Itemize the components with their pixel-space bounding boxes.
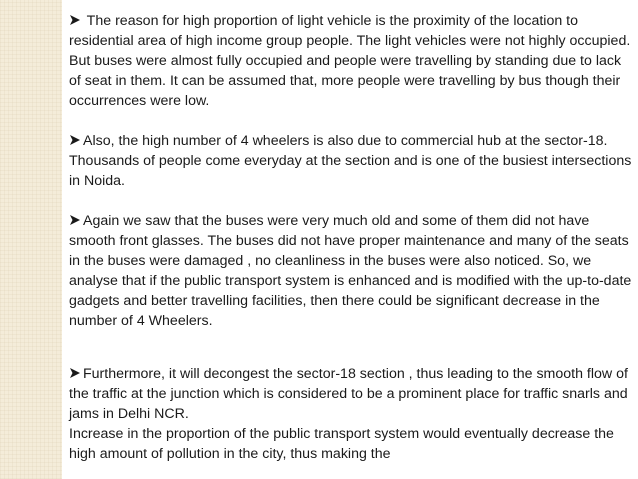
paragraph-text: Furthermore, it will decongest the sector-18 section , thus leading to the smooth flow of the traffic at the junction which is considered to be a prominent place for traffic snarls and jams in Delhi NCR. — [69, 366, 628, 422]
arrow-bullet-icon — [69, 134, 81, 146]
paragraph-text: Again we saw that the buses were very much old and some of them did not have smooth front glasses. The buses did not have proper maintenance and many of the seats in the buses were damaged , no cleanliness in the buses were also noticed. So, we analyse that if the public transport system is enhanced and is modified with the up-to-date gadgets and better travelling facilities, then there could be significant decrease in the number of 4 Wheelers. — [69, 213, 632, 329]
paragraph-text: Increase in the proportion of the public transport system would eventually decrease the high amount of pollution in the city, thus making the — [69, 426, 614, 462]
paragraph-text: The reason for high proportion of light vehicle is the proximity of the location to residential area of high income group people. The light vehicles were not highly occupied. But buses were almost fully occupied and people were travelling by standing due to lack of seat in them. It can be assumed that, more people were travelling by bus though their occurrences were low. — [69, 13, 631, 109]
bullet-paragraph — [69, 11, 635, 111]
arrow-bullet-icon — [69, 14, 81, 26]
bullet-paragraph — [69, 211, 635, 331]
bullet-paragraph — [69, 364, 635, 424]
decorative-left-border — [0, 0, 62, 479]
continuation-paragraph — [69, 424, 635, 464]
arrow-bullet-icon — [69, 367, 81, 379]
bullet-paragraph — [69, 131, 635, 191]
slide-body — [69, 11, 635, 464]
paragraph-text: Also, the high number of 4 wheelers is also due to commercial hub at the sector-18. Thousands of people come everyday at the section and is one of the busiest intersections in Noida. — [69, 133, 632, 189]
arrow-bullet-icon — [69, 214, 81, 226]
